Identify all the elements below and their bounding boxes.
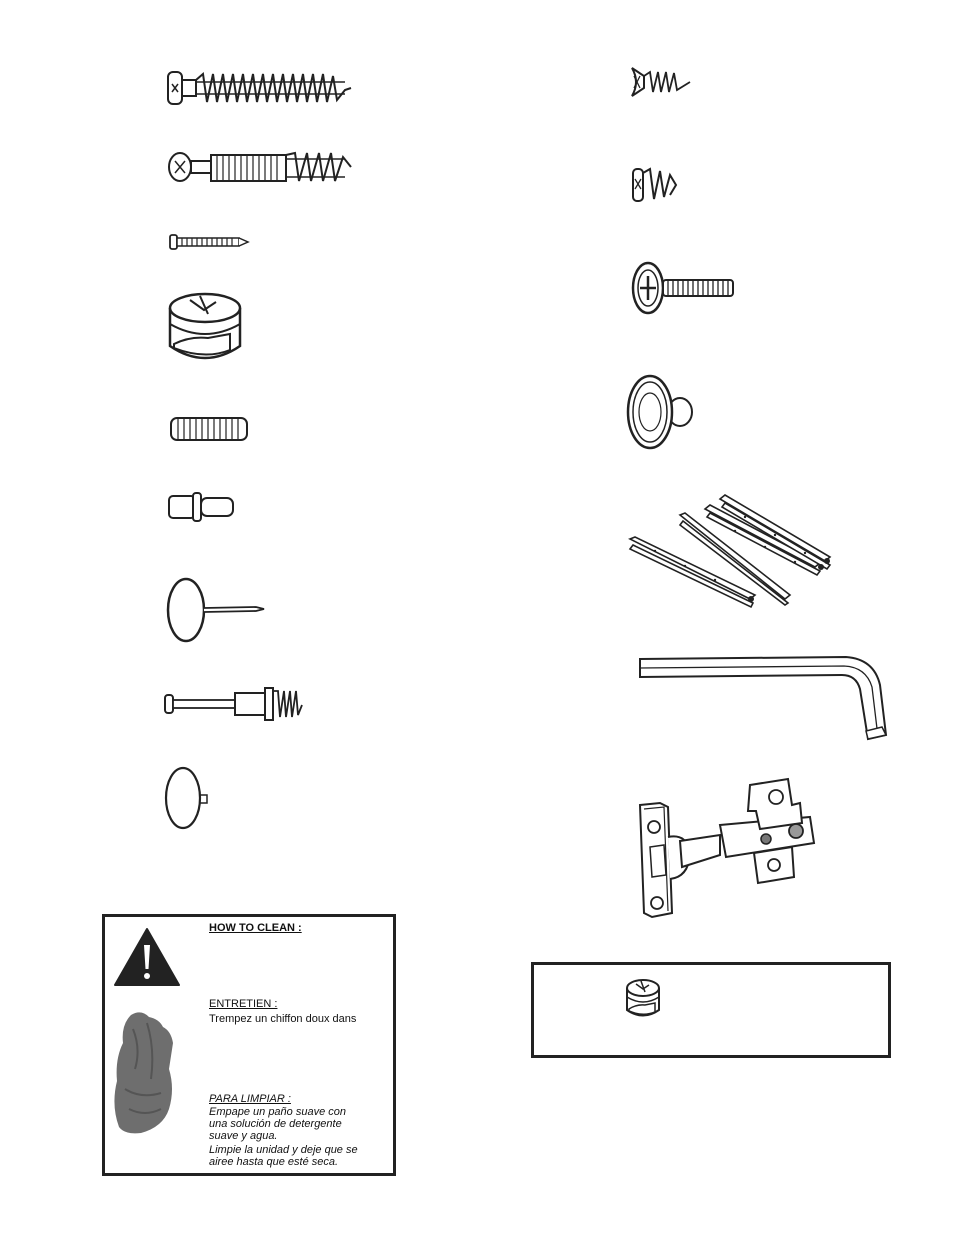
small-screw-part (168, 232, 253, 252)
knob-screw-part (630, 260, 740, 315)
clean-text-es-3: suave y agua. (209, 1130, 278, 1142)
knob-part (626, 372, 701, 452)
connector-bolt-part (162, 685, 307, 723)
clean-heading-en: HOW TO CLEAN : (209, 922, 302, 934)
clean-heading-es: PARA LIMPIAR : (209, 1093, 291, 1105)
clean-text-es-2: una solución de detergente (209, 1118, 342, 1130)
cover-cap-part (163, 765, 218, 835)
short-wood-screw-part (628, 64, 698, 100)
clean-text-fr: Trempez un chiffon doux dans (209, 1013, 357, 1025)
warning-triangle-icon (113, 927, 181, 987)
clean-text-es-5: airee hasta que esté seca. (209, 1156, 339, 1168)
cleaning-instructions-box (102, 914, 396, 1176)
allen-key-part (636, 655, 886, 745)
drawer-slides-part (625, 495, 840, 610)
cam-bolt-long-threaded-part (165, 62, 355, 112)
cam-lock-note-box (531, 962, 891, 1058)
wooden-dowel-part (168, 415, 253, 443)
cabinet-hinge-part (630, 775, 820, 920)
clean-text-es-4: Limpie la unidad y deje que se (209, 1144, 358, 1156)
cam-lock-icon (623, 977, 663, 1023)
clean-text-es-1: Empape un paño suave con (209, 1106, 346, 1118)
cam-bolt-dowel-part (165, 145, 355, 190)
clean-heading-fr: ENTRETIEN : (209, 998, 278, 1010)
cam-lock-part (160, 288, 250, 368)
cloth-icon (111, 1009, 181, 1139)
nail-glide-part (164, 575, 274, 645)
drywall-anchor-part (630, 165, 682, 205)
shelf-pin-part (166, 490, 241, 525)
